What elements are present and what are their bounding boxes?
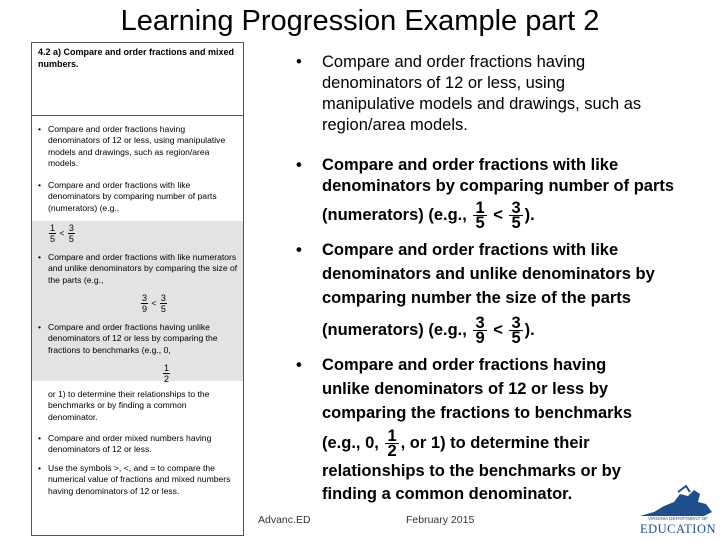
footer-left: Advanc.ED bbox=[258, 514, 311, 526]
table-header-text: 4.2 a) Compare and order fractions and mixed numbers. bbox=[38, 47, 235, 69]
standards-table bbox=[31, 42, 244, 536]
footer-date: February 2015 bbox=[406, 514, 475, 526]
table-header bbox=[32, 43, 243, 116]
bullet-4: • Compare and order fractions having unlike denominators of 12 or less by comparing the fractions to benchmarks (e.g., 0, $\frac{1}{2}$ , or 1) to determine their relationships to the benchmarks or by finding a common denominator. bbox=[296, 356, 632, 503]
vdoe-logo bbox=[634, 482, 718, 538]
logo-small-text: VIRGINIA DEPARTMENT OF bbox=[648, 516, 708, 521]
bullet-2: • Compare and order fractions with like denominators by comparing number of parts (numerators) (e.g., $\frac{1}{5}$ < $\frac{3}{5}$ ). bbox=[296, 156, 675, 232]
bullet-1: • Compare and order fractions having denominators of 12 or less, using manipulative models and drawings, such as region/area models. bbox=[296, 53, 642, 134]
list-item-continued: or 1) to determine their relationships to the benchmarks or by finding a common denominator. bbox=[48, 389, 210, 422]
slide-title: Learning Progression Example part 2 bbox=[120, 5, 600, 37]
list-item: • Compare and order fractions having denominators of 12 or less, using manipulative models and drawings, such as region/area models. bbox=[38, 124, 226, 169]
highlight-band bbox=[32, 221, 243, 381]
bullet-3: • Compare and order fractions with like denominators and unlike denominators by comparing number the size of the parts (numerators) (e.g., $\frac{3}{9}$ < $\frac{3}{5}$ ). bbox=[296, 241, 655, 347]
inline-fraction: $\frac{1}{2}$ bbox=[164, 363, 170, 384]
inline-fraction-compare: $\frac{3}{9}$ < $\frac{3}{5}$ bbox=[142, 293, 166, 314]
list-item: • Compare and order fractions having unlike denominators of 12 or less by comparing the fractions to benchmarks (e.g., 0, bbox=[38, 322, 218, 355]
list-item: • Compare and order mixed numbers having denominators of 12 or less. bbox=[38, 433, 212, 455]
inline-fraction-compare: $\frac{1}{5}$ < $\frac{3}{5}$ bbox=[50, 223, 74, 244]
list-item: • Compare and order fractions with like denominators by comparing number of parts (numerators) (e.g., bbox=[38, 180, 217, 213]
list-item: • Compare and order fractions with like numerators and unlike denominators by comparing the size of the parts (e.g., bbox=[38, 252, 238, 285]
logo-word: EDUCATION bbox=[639, 522, 717, 536]
list-item: • Use the symbols >, <, and = to compare the numerical value of fractions and mixed numbers having denominators of 12 or less. bbox=[38, 463, 231, 496]
